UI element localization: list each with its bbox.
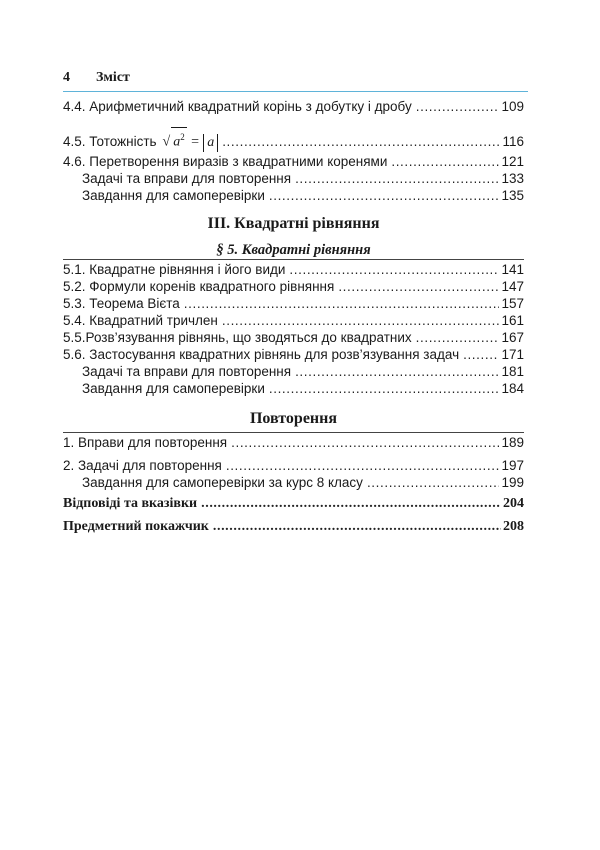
page-ref: 161 xyxy=(501,313,524,328)
toc-entry-5-4[interactable]: 5.4. Квадратний тричлен ..... 161 xyxy=(63,312,524,330)
dot-leader xyxy=(391,153,499,171)
page-ref: 157 xyxy=(501,296,524,311)
page-ref: 135 xyxy=(501,188,524,203)
header-title: Зміст xyxy=(96,70,130,85)
dot-leader xyxy=(201,495,501,513)
toc-entry-5-6[interactable]: 5.6. Застосування квадратних рівнянь для розв’язування задач ..... 171 xyxy=(63,346,524,364)
page-ref: 199 xyxy=(501,475,524,490)
page-ref: 133 xyxy=(501,171,524,186)
section-title: § 5. Квадратні рівняння xyxy=(216,242,371,258)
dot-leader xyxy=(269,187,500,205)
page-ref: 116 xyxy=(502,133,524,149)
toc-entry-self-check[interactable]: Завдання для самоперевірки ..... 135 xyxy=(82,187,524,205)
divider xyxy=(63,432,524,433)
dot-leader xyxy=(338,278,499,296)
toc-entry-course-self-check[interactable]: Завдання для самоперевірки за курс 8 класу ..... 199 xyxy=(82,474,524,492)
dot-leader xyxy=(289,261,499,279)
page-ref: 184 xyxy=(501,381,524,396)
dot-leader xyxy=(213,518,501,536)
dot-leader xyxy=(269,380,500,398)
page-ref: 121 xyxy=(501,154,524,169)
dot-leader xyxy=(367,474,500,492)
dot-leader xyxy=(416,329,500,347)
toc-entry-4-6[interactable]: 4.6. Перетворення виразів з квадратними коренями ..... 121 xyxy=(63,153,524,171)
page-ref: 197 xyxy=(501,458,524,473)
identity-formula: √ $a^2 = a$ xyxy=(163,127,219,152)
toc-entry-4-5[interactable]: 4.5. Тотожність √ $a^2 = a$ ..... 116 xyxy=(63,127,524,145)
divider xyxy=(63,259,524,260)
page-ref: 189 xyxy=(501,435,524,450)
dot-leader xyxy=(226,457,500,475)
page-ref: 171 xyxy=(501,347,524,362)
toc-entry-index[interactable]: Предметний покажчик ..... 208 xyxy=(63,518,524,536)
dot-leader xyxy=(295,363,499,381)
page-number: 4 xyxy=(63,70,70,85)
toc-entry-5-1[interactable]: 5.1. Квадратне рівняння і його види ..... 141 xyxy=(63,261,524,279)
page-ref: 208 xyxy=(503,519,524,534)
page-header xyxy=(63,70,518,92)
page-ref: 181 xyxy=(501,364,524,379)
dot-leader xyxy=(295,170,499,188)
toc-entry-answers[interactable]: Відповіді та вказівки ..... 204 xyxy=(63,495,524,513)
toc-entry-review-tasks[interactable]: Задачі та вправи для повторення ..... 181 xyxy=(82,363,524,381)
page-ref: 109 xyxy=(501,99,524,114)
toc-entry-rep-2[interactable]: 2. Задачі для повторення ..... 197 xyxy=(63,457,524,475)
toc-entry-5-5[interactable]: 5.5. Розв’язування рівнянь, що зводяться до квадратних ..... 167 xyxy=(63,329,524,347)
toc-entry-review-tasks[interactable]: Задачі та вправи для повторення ..... 133 xyxy=(82,170,524,188)
page-ref: 147 xyxy=(501,279,524,294)
dot-leader xyxy=(463,346,499,364)
page-ref: 141 xyxy=(501,262,524,277)
toc-entry-rep-1[interactable]: 1. Вправи для повторення ..... 189 xyxy=(63,434,524,452)
toc-entry-5-2[interactable]: 5.2. Формули коренів квадратного рівняння ..... 147 xyxy=(63,278,524,296)
repetition-title: Повторення xyxy=(249,410,338,427)
toc-entry-5-3[interactable]: 5.3. Теорема Вієта ..... 157 xyxy=(63,295,524,313)
dot-leader xyxy=(184,295,500,313)
dot-leader xyxy=(222,312,500,330)
header-rule xyxy=(63,91,528,92)
chapter-title: III. Квадратні рівняння xyxy=(207,215,380,232)
page-ref: 204 xyxy=(503,496,524,511)
toc-entry-4-4[interactable]: 4.4. Арифметичний квадратний корінь з добутку і дробу ..... 109 xyxy=(63,98,524,116)
dot-leader xyxy=(231,434,499,452)
dot-leader xyxy=(222,133,500,151)
dot-leader xyxy=(416,98,500,116)
toc-entry-self-check[interactable]: Завдання для самоперевірки ..... 184 xyxy=(82,380,524,398)
page-ref: 167 xyxy=(501,330,524,345)
